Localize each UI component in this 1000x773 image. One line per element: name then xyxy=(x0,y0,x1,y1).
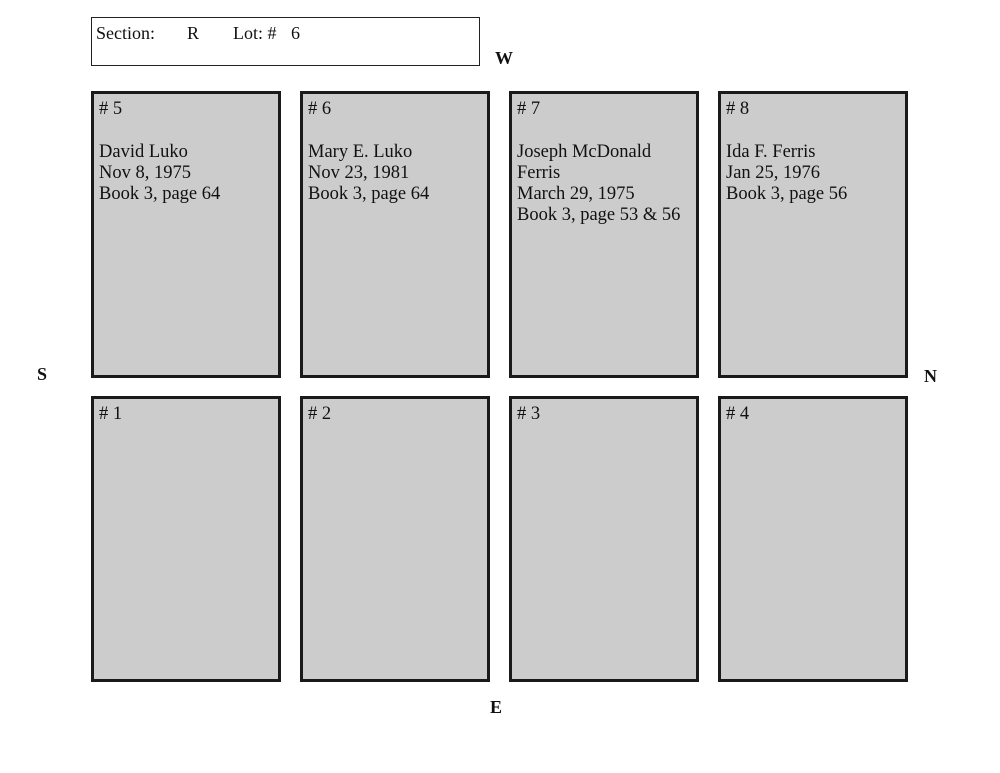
lot-label: Lot: # xyxy=(233,23,277,43)
compass-south: S xyxy=(37,364,48,384)
plot-date: Nov 8, 1975 xyxy=(99,163,191,183)
plot-name-cont: Ferris xyxy=(517,163,561,183)
plot-date: Jan 25, 1976 xyxy=(726,163,821,183)
plot-name: Mary E. Luko xyxy=(308,142,413,162)
plot-book-ref: Book 3, page 64 xyxy=(308,184,430,204)
plot-1 xyxy=(91,396,281,682)
plot-4 xyxy=(718,396,908,682)
plot-number: # 7 xyxy=(517,99,541,119)
plot-number: # 8 xyxy=(726,99,750,119)
compass-west: W xyxy=(495,48,513,68)
plot-number: # 5 xyxy=(99,99,123,119)
plot-2 xyxy=(300,396,490,682)
compass-north: N xyxy=(924,366,937,386)
plot-6 xyxy=(300,91,490,378)
plot-number: # 3 xyxy=(517,404,541,424)
plot-date: Nov 23, 1981 xyxy=(308,163,410,183)
plot-name: David Luko xyxy=(99,142,188,162)
compass-east: E xyxy=(490,697,503,717)
plot-number: # 6 xyxy=(308,99,332,119)
plot-name: Ida F. Ferris xyxy=(726,142,816,162)
plot-book-ref: Book 3, page 53 & 56 xyxy=(517,205,681,225)
section-label: Section: xyxy=(96,23,155,43)
plot-3 xyxy=(509,396,699,682)
plot-5 xyxy=(91,91,281,378)
section-value: R xyxy=(187,23,200,43)
plot-7 xyxy=(509,91,699,378)
plot-8 xyxy=(718,91,908,378)
plot-name: Joseph McDonald xyxy=(517,142,652,162)
plot-book-ref: Book 3, page 56 xyxy=(726,184,848,204)
plot-date: March 29, 1975 xyxy=(517,184,635,204)
plot-number: # 1 xyxy=(99,404,123,424)
lot-value: 6 xyxy=(291,23,300,43)
lot-header-box xyxy=(91,17,480,66)
plot-number: # 4 xyxy=(726,404,750,424)
plot-book-ref: Book 3, page 64 xyxy=(99,184,221,204)
plot-number: # 2 xyxy=(308,404,332,424)
